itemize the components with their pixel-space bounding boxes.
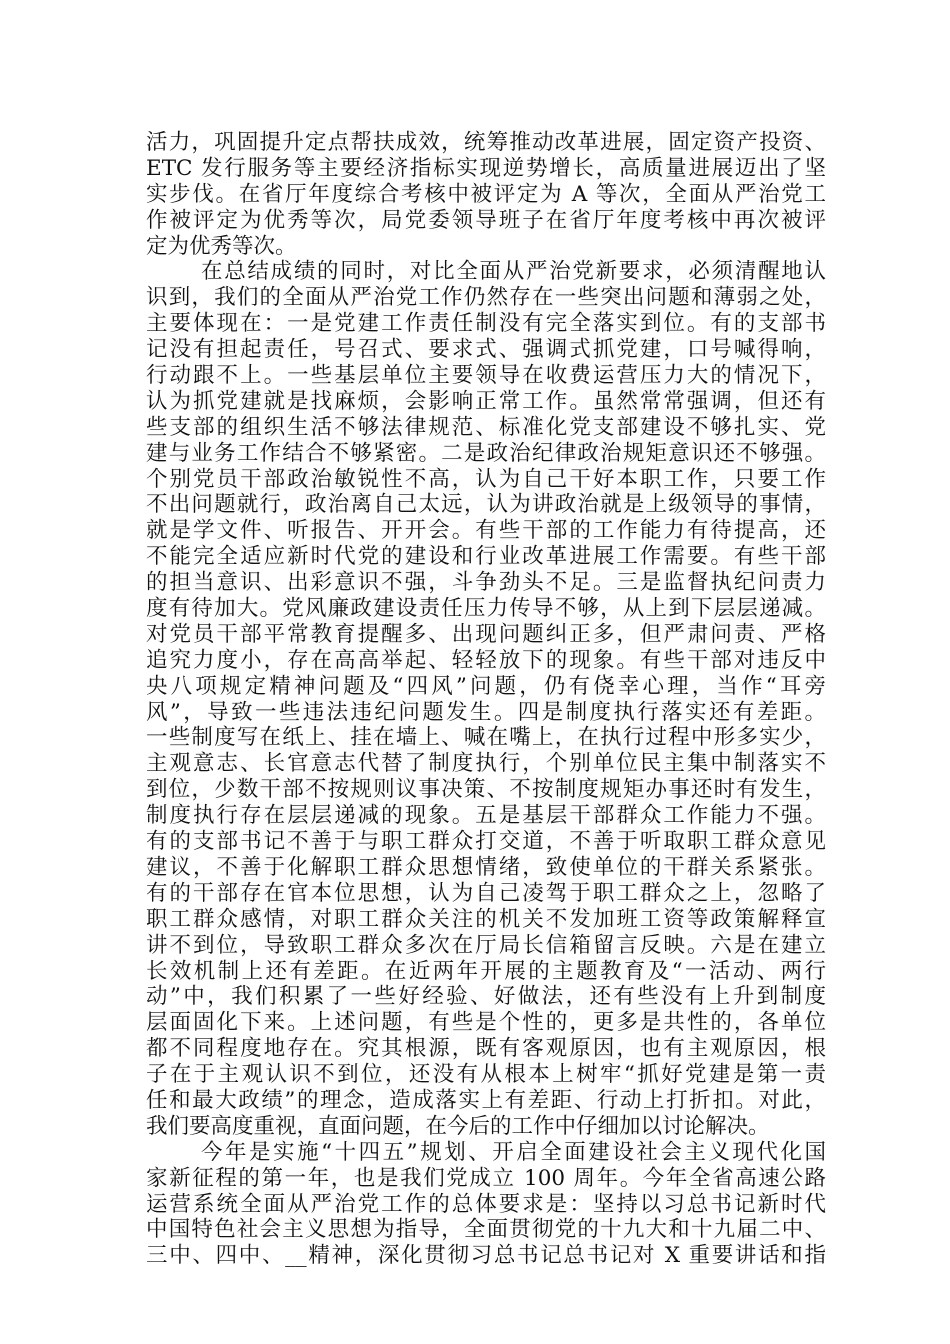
text-line: 职工群众感情，对职工群众关注的机关不发加班工资等政策解释宣 — [146, 906, 826, 932]
text-line: 制度执行存在层层递减的现象。五是基层干部群众工作能力不强。 — [146, 803, 826, 829]
text-line: 讲不到位，导致职工群众多次在厅局长信箱留言反映。六是在建立 — [146, 932, 826, 958]
text-line: 作被评定为优秀等次，局党委领导班子在省厅年度考核中再次被评 — [146, 207, 826, 233]
text-line: 些支部的组织生活不够法律规范、标准化党支部建设不够扎实、党 — [146, 414, 826, 440]
paragraph — [146, 130, 826, 259]
text-line: ETC 发行服务等主要经济指标实现逆势增长，高质量进展迈出了坚 — [146, 155, 826, 181]
paragraph — [146, 1140, 826, 1269]
text-line: 行动跟不上。一些基层单位主要领导在收费运营压力大的情况下， — [146, 363, 826, 389]
text-line: 对党员干部平常教育提醒多、出现问题纠正多，但严肃问责、严格 — [146, 621, 826, 647]
text-line: 风”，导致一些违法违纪问题发生。四是制度执行落实还有差距。 — [146, 699, 826, 725]
text-line: 主要体现在：一是党建工作责任制没有完全落实到位。有的支部书 — [146, 311, 826, 337]
text-line: 都不同程度地存在。究其根源，既有客观原因，也有主观原因，根 — [146, 1036, 826, 1062]
text-line: 层面固化下来。上述问题，有些是个性的，更多是共性的，各单位 — [146, 1010, 826, 1036]
text-line: 任和最大政绩”的理念，造成落实上有差距、行动上打折扣。对此， — [146, 1087, 826, 1113]
text-line: 中国特色社会主义思想为指导，全面贯彻党的十九大和十九届二中、 — [146, 1217, 826, 1243]
text-line: 家新征程的第一年，也是我们党成立 100 周年。今年全省高速公路 — [146, 1165, 826, 1191]
text-line: 今年是实施“十四五”规划、开启全面建设社会主义现代化国 — [201, 1139, 826, 1165]
text-line: 有的干部存在官本位思想，认为自己凌驾于职工群众之上，忽略了 — [146, 880, 826, 906]
text-line: 建议，不善于化解职工群众思想情绪，致使单位的干群关系紧张。 — [146, 854, 826, 880]
text-line: 实步伐。在省厅年度综合考核中被评定为 A 等次，全面从严治党工 — [146, 181, 826, 207]
text-line: 主观意志、长官意志代替了制度执行，个别单位民主集中制落实不 — [146, 751, 826, 777]
text-line: 我们要高度重视，直面问题，在今后的工作中仔细加以讨论解决。 — [146, 1113, 770, 1139]
text-line: 建与业务工作结合不够紧密。二是政治纪律政治规矩意识还不够强。 — [146, 440, 826, 466]
text-line: 长效机制上还有差距。在近两年开展的主题教育及“一活动、两行 — [146, 958, 826, 984]
text-line: 运营系统全面从严治党工作的总体要求是：坚持以习总书记新时代 — [146, 1191, 826, 1217]
text-line: 三中、四中、__精神，深化贯彻习总书记总书记对 X 重要讲话和指 — [146, 1243, 826, 1269]
text-line: 活力，巩固提升定点帮扶成效，统筹推动改革进展，固定资产投资、 — [146, 130, 826, 155]
text-line: 个别党员干部政治敏锐性不高，认为自己干好本职工作，只要工作 — [146, 466, 826, 492]
text-line: 的担当意识、出彩意识不强，斗争劲头不足。三是监督执纪问责力 — [146, 570, 826, 596]
text-line: 有的支部书记不善于与职工群众打交道，不善于听取职工群众意见 — [146, 829, 826, 855]
text-line: 不出问题就行，政治离自己太远，认为讲政治就是上级领导的事情， — [146, 492, 826, 518]
text-line: 到位，少数干部不按规则议事决策、不按制度规矩办事还时有发生， — [146, 777, 826, 803]
text-line: 不能完全适应新时代党的建设和行业改革进展工作需要。有些干部 — [146, 544, 826, 570]
text-line: 识到，我们的全面从严治党工作仍然存在一些突出问题和薄弱之处， — [146, 285, 826, 311]
text-line: 认为抓党建就是找麻烦，会影响正常工作。虽然常常强调，但还有 — [146, 388, 826, 414]
text-line: 追究力度小，存在高高举起、轻轻放下的现象。有些干部对违反中 — [146, 647, 826, 673]
text-line: 记没有担起责任，号召式、要求式、强调式抓党建，口号喊得响， — [146, 337, 826, 363]
text-line: 在总结成绩的同时，对比全面从严治党新要求，必须清醒地认 — [201, 259, 826, 285]
text-line: 就是学文件、听报告、开开会。有些干部的工作能力有待提高，还 — [146, 518, 826, 544]
text-line: 定为优秀等次。 — [146, 233, 297, 259]
document-body-text — [146, 130, 826, 1269]
text-line: 一些制度写在纸上、挂在墙上、喊在嘴上，在执行过程中形多实少， — [146, 725, 826, 751]
text-line: 度有待加大。党风廉政建设责任压力传导不够，从上到下层层递减。 — [146, 596, 826, 622]
paragraph — [146, 259, 826, 1139]
text-line: 子在于主观认识不到位，还没有从根本上树牢“抓好党建是第一责 — [146, 1062, 826, 1088]
text-line: 央八项规定精神问题及“四风”问题，仍有侥幸心理，当作“耳旁 — [146, 673, 826, 699]
text-line: 动”中，我们积累了一些好经验、好做法，还有些没有上升到制度 — [146, 984, 826, 1010]
